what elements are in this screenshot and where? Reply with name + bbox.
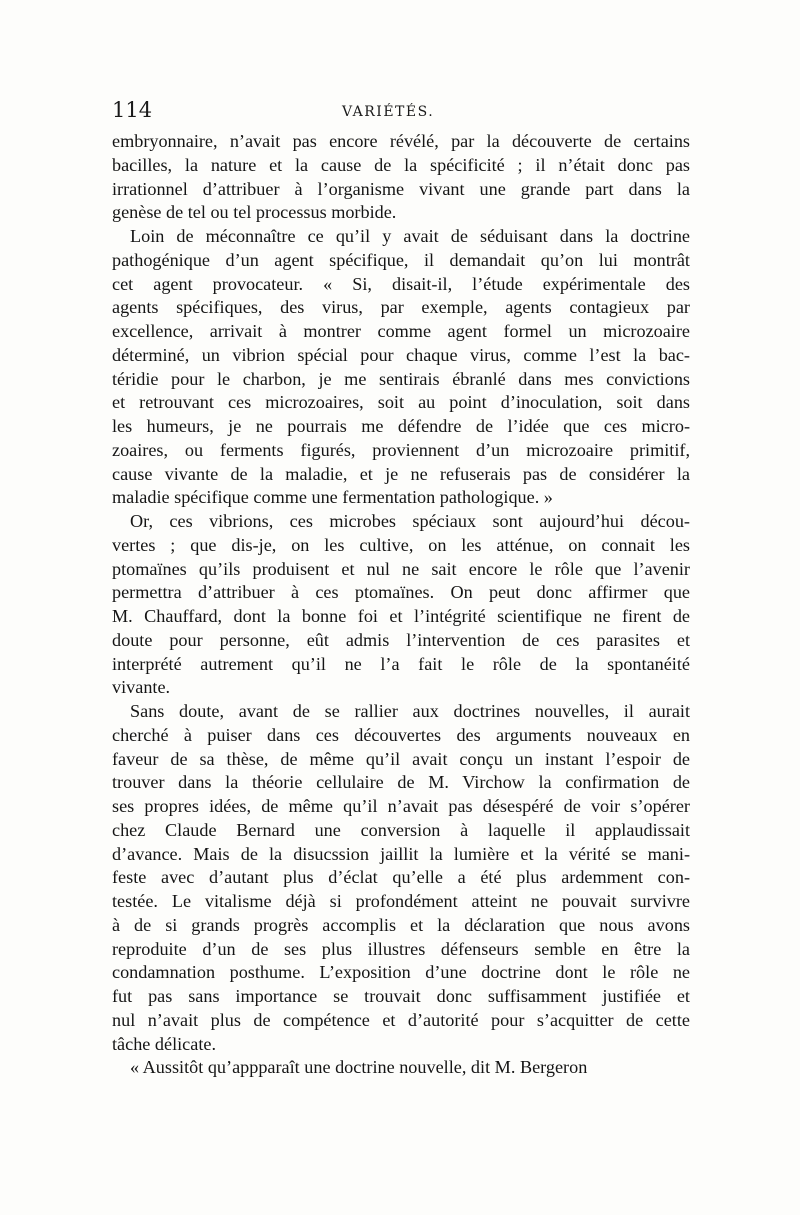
text-line: « Aussitôt qu’appparaît une doctrine nouvelle, dit M. Bergeron xyxy=(130,1057,588,1078)
text-line: les humeurs, je ne pourrais me défendre de l’idée que ces micro- xyxy=(112,416,690,436)
text-line: cause vivante de la maladie, et je ne refuserais pas de considérer la xyxy=(112,463,690,484)
text-line: téridie pour le charbon, je me sentirais ébranlé dans mes convictions xyxy=(112,368,690,389)
text-line: irrationnel d’attribuer à l’organisme vivant une grande part dans la xyxy=(112,178,690,199)
text-line: zoaires, ou ferments figurés, proviennent d’un microzoaire primitif, xyxy=(112,439,690,460)
text-line: d’avance. Mais de la disucssion jaillit la lumière et la vérité se mani- xyxy=(112,843,690,864)
text-line: pathogénique d’un agent spécifique, il demandait qu’on lui montrât xyxy=(112,249,690,270)
page-number: 114 xyxy=(112,98,153,122)
text-line: à de si grands progrès accomplis et la déclaration que nous avons xyxy=(112,914,690,935)
text-line: ses propres idées, de même qu’il n’avait pas désespéré de voir s’opérer xyxy=(112,796,690,816)
text-line: vertes ; que dis-je, on les cultive, on les atténue, on connait les xyxy=(112,534,690,555)
text-line: embryonnaire, n’avait pas encore révélé, par la découverte de certains xyxy=(112,131,690,151)
text-line: tâche délicate. xyxy=(112,1033,217,1054)
text-line: condamnation posthume. L’exposition d’une doctrine dont le rôle ne xyxy=(112,962,690,983)
text-line: agents spécifiques, des virus, par exemple, agents contagieux par xyxy=(112,297,690,318)
body-text xyxy=(112,130,690,1080)
text-line: testée. Le vitalisme déjà si profondément atteint ne pouvait survivre xyxy=(112,891,690,911)
text-line: et retrouvant ces microzoaires, soit au point d’inoculation, soit dans xyxy=(112,392,690,413)
text-line: excellence, arrivait à montrer comme agent formel un microzoaire xyxy=(112,321,690,341)
text-line: bacilles, la nature et la cause de la spécificité ; il n’était donc pas xyxy=(112,154,690,175)
text-line: doute pour personne, eût admis l’intervention de ces parasites et xyxy=(112,629,690,650)
text-line: interprété autrement qu’il ne l’a fait le rôle de la spontanéité xyxy=(112,653,690,674)
text-line: nul n’avait plus de compétence et d’autorité pour s’acquitter de cette xyxy=(112,1009,690,1030)
text-line: vivante. xyxy=(112,677,171,698)
text-line: feste avec d’autant plus d’éclat qu’elle a été plus ardemment con- xyxy=(112,867,690,888)
text-line: déterminé, un vibrion spécial pour chaque virus, comme l’est la bac- xyxy=(112,344,690,365)
text-line: maladie spécifique comme une fermentation pathologique. » xyxy=(112,487,553,508)
text-line: permettra d’attribuer à ces ptomaïnes. On peut donc affirmer que xyxy=(112,582,690,603)
text-line: M. Chauffard, dont la bonne foi et l’intégrité scientifique ne firent de xyxy=(112,606,690,626)
text-line: genèse de tel ou tel processus morbide. xyxy=(112,202,397,223)
text-line: trouver dans la théorie cellulaire de M. Virchow la confirmation de xyxy=(112,772,690,793)
text-line: reproduite d’un de ses plus illustres défenseurs semble en être la xyxy=(112,938,690,959)
text-line: ptomaïnes qu’ils produisent et nul ne sait encore le rôle que l’avenir xyxy=(112,558,690,579)
text-line: Or, ces vibrions, ces microbes spéciaux sont aujourd’hui décou- xyxy=(130,511,690,531)
text-line: fut pas sans importance se trouvait donc suffisamment justifiée et xyxy=(112,986,690,1006)
page-header xyxy=(112,98,688,128)
text-line: cet agent provocateur. « Si, disait-il, l’étude expérimentale des xyxy=(112,273,690,294)
text-line: chez Claude Bernard une conversion à laquelle il applaudissait xyxy=(112,819,690,840)
text-line: Sans doute, avant de se rallier aux doctrines nouvelles, il aurait xyxy=(130,701,690,721)
running-head: VARIÉTÉS. xyxy=(342,104,435,120)
text-line: cherché à puiser dans ces découvertes des arguments nouveaux en xyxy=(112,724,690,745)
text-line: faveur de sa thèse, de même qu’il avait conçu un instant l’espoir de xyxy=(112,748,690,769)
text-line: Loin de méconnaître ce qu’il y avait de séduisant dans la doctrine xyxy=(130,226,690,246)
